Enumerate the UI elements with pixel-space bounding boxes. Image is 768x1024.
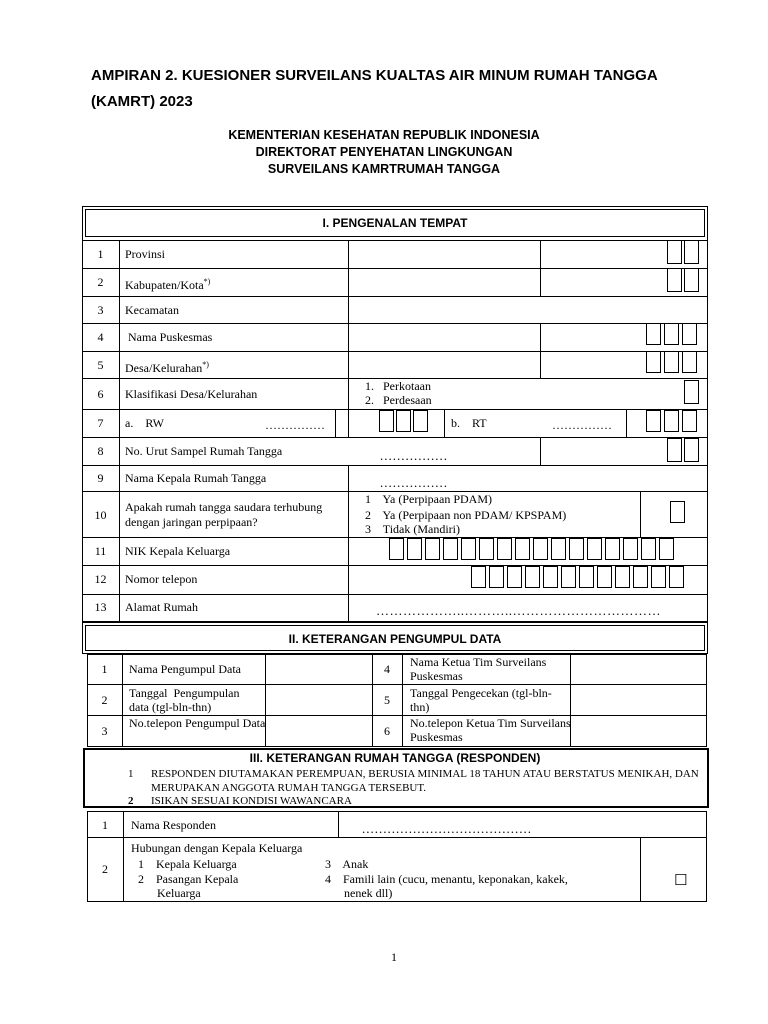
note-1-number: 1 <box>128 768 134 780</box>
rw-dots: …………… <box>265 418 325 432</box>
row-number: 6 <box>97 387 104 401</box>
desa-label: Desa/Kelurahan*) <box>125 360 209 375</box>
hubungan-option-2-cont: Keluarga <box>157 886 201 900</box>
row-number: 4 <box>97 330 104 344</box>
row-number: 2 <box>97 275 104 289</box>
row-number: 1 <box>102 818 108 832</box>
row-number: 6 <box>384 724 390 738</box>
ketua-tim-label-line2: Puskesmas <box>410 669 463 683</box>
rw-label: a. RW <box>125 416 164 430</box>
no-urut-label: No. Urut Sampel Rumah Tangga <box>125 444 283 458</box>
row-number: 4 <box>384 662 390 676</box>
note-1-line2: MERUPAKAN ANGGOTA RUMAH TANGGA TERSEBUT. <box>151 782 426 794</box>
hubungan-label: Hubungan dengan Kepala Keluarga <box>131 841 303 855</box>
klasifikasi-answer-box[interactable] <box>684 380 699 404</box>
note-2-number: 2 <box>128 795 134 807</box>
ketua-tim-label-line1: Nama Ketua Tim Surveilans <box>410 655 547 669</box>
kecamatan-label: Kecamatan <box>125 303 179 317</box>
section-3-title: III. KETERANGAN RUMAH TANGGA (RESPONDEN) <box>249 751 541 765</box>
kepala-rt-label: Nama Kepala Rumah Tangga <box>125 471 267 485</box>
row-number: 2 <box>102 862 108 876</box>
row-number: 12 <box>94 572 107 586</box>
perpipaan-label-line2: dengan jaringan perpipaan? <box>125 515 258 529</box>
perpipaan-option-1: 1 Ya (Perpipaan PDAM) <box>365 492 492 506</box>
hubungan-option-1: 1 Kepala Keluarga <box>138 857 237 871</box>
row-number: 1 <box>101 662 108 676</box>
pengumpul-nama-label: Nama Pengumpul Data <box>129 662 241 676</box>
survey-header: SURVEILANS KAMRTRUMAH TANGGA <box>267 162 501 176</box>
perpipaan-option-3: 3 Tidak (Mandiri) <box>365 522 461 536</box>
alamat-label: Alamat Rumah <box>125 600 198 614</box>
row-number: 11 <box>94 544 107 558</box>
section-1-title: I. PENGENALAN TEMPAT <box>322 216 468 230</box>
ketua-telepon-label-line1: No.telepon Ketua Tim Surveilans <box>410 716 571 730</box>
note-1-line1: RESPONDEN DIUTAMAKAN PEREMPUAN, BERUSIA MINIMAL 18 TAHUN ATAU BERSTATUS MENIKAH, DAN <box>151 768 699 780</box>
pengumpul-telepon-label: No.telepon Pengumpul Data <box>129 716 266 730</box>
klasifikasi-label: Klasifikasi Desa/Kelurahan <box>125 387 258 401</box>
perpipaan-answer-box[interactable] <box>670 501 685 523</box>
section-2-title: II. KETERANGAN PENGUMPUL DATA <box>288 632 502 646</box>
row-number: 5 <box>97 358 104 372</box>
perpipaan-option-2: 2 Ya (Perpipaan non PDAM/ KPSPAM) <box>365 508 567 522</box>
hubungan-checkbox[interactable]: ☐ <box>674 871 688 889</box>
klasifikasi-option-2: 2. Perdesaan <box>365 393 432 407</box>
tanggal-pengecekan-label-line2: thn) <box>410 700 430 714</box>
row-number: 10 <box>94 508 107 522</box>
rt-label: b. RT <box>451 416 487 430</box>
ketua-telepon-label-line2: Puskesmas <box>410 730 463 744</box>
row-number: 3 <box>97 303 104 317</box>
row-number: 8 <box>97 444 104 458</box>
no-urut-dots: ................ <box>380 448 448 463</box>
klasifikasi-option-1: 1. Perkotaan <box>365 379 431 393</box>
row-number: 2 <box>101 693 108 707</box>
kepala-rt-dots: ................ <box>380 475 448 490</box>
alamat-dots: ………………..………..…………………………… <box>376 603 661 618</box>
row-number: 9 <box>97 471 104 485</box>
perpipaan-label-line1: Apakah rumah tangga saudara terhubung <box>125 500 323 514</box>
kabupaten-label: Kabupaten/Kota*) <box>125 277 211 292</box>
document-title-line1: AMPIRAN 2. KUESIONER SURVEILANS KUALTAS AIR MINUM RUMAH TANGGA <box>91 67 658 84</box>
hubungan-option-3: 3 Anak <box>325 857 369 871</box>
responden-label: Nama Responden <box>131 818 216 832</box>
note-2-text: ISIKAN SESUAI KONDISI WAWANCARA <box>151 795 352 807</box>
tanggal-pengumpulan-label-line2: data (tgl-bln-thn) <box>129 700 212 714</box>
row-number: 5 <box>384 693 390 707</box>
provinsi-label: Provinsi <box>125 247 166 261</box>
hubungan-option-4: 4 Famili lain (cucu, menantu, keponakan, kakek, <box>325 872 568 886</box>
row-number: 3 <box>101 724 108 738</box>
page-number: 1 <box>391 950 397 964</box>
puskesmas-label: Nama Puskesmas <box>125 330 213 344</box>
telepon-label: Nomor telepon <box>125 572 198 586</box>
hubungan-option-4-cont: nenek dll) <box>344 886 393 900</box>
directorate-header: DIREKTORAT PENYEHATAN LINGKUNGAN <box>255 145 513 159</box>
row-number: 1 <box>97 247 104 261</box>
ministry-header: KEMENTERIAN KESEHATAN REPUBLIK INDONESIA <box>228 128 540 142</box>
tanggal-pengecekan-label-line1: Tanggal Pengecekan (tgl-bln- <box>410 686 552 700</box>
row-number: 7 <box>97 416 104 430</box>
rt-dots: …………… <box>552 418 612 432</box>
document-title-line2: (KAMRT) 2023 <box>91 93 193 110</box>
responden-dots: ........................................ <box>362 821 532 836</box>
row-number: 13 <box>94 600 107 614</box>
tanggal-pengumpulan-label-line1: Tanggal Pengumpulan <box>129 686 240 700</box>
nik-label: NIK Kepala Keluarga <box>125 544 231 558</box>
hubungan-option-2: 2 Pasangan Kepala <box>138 872 239 886</box>
